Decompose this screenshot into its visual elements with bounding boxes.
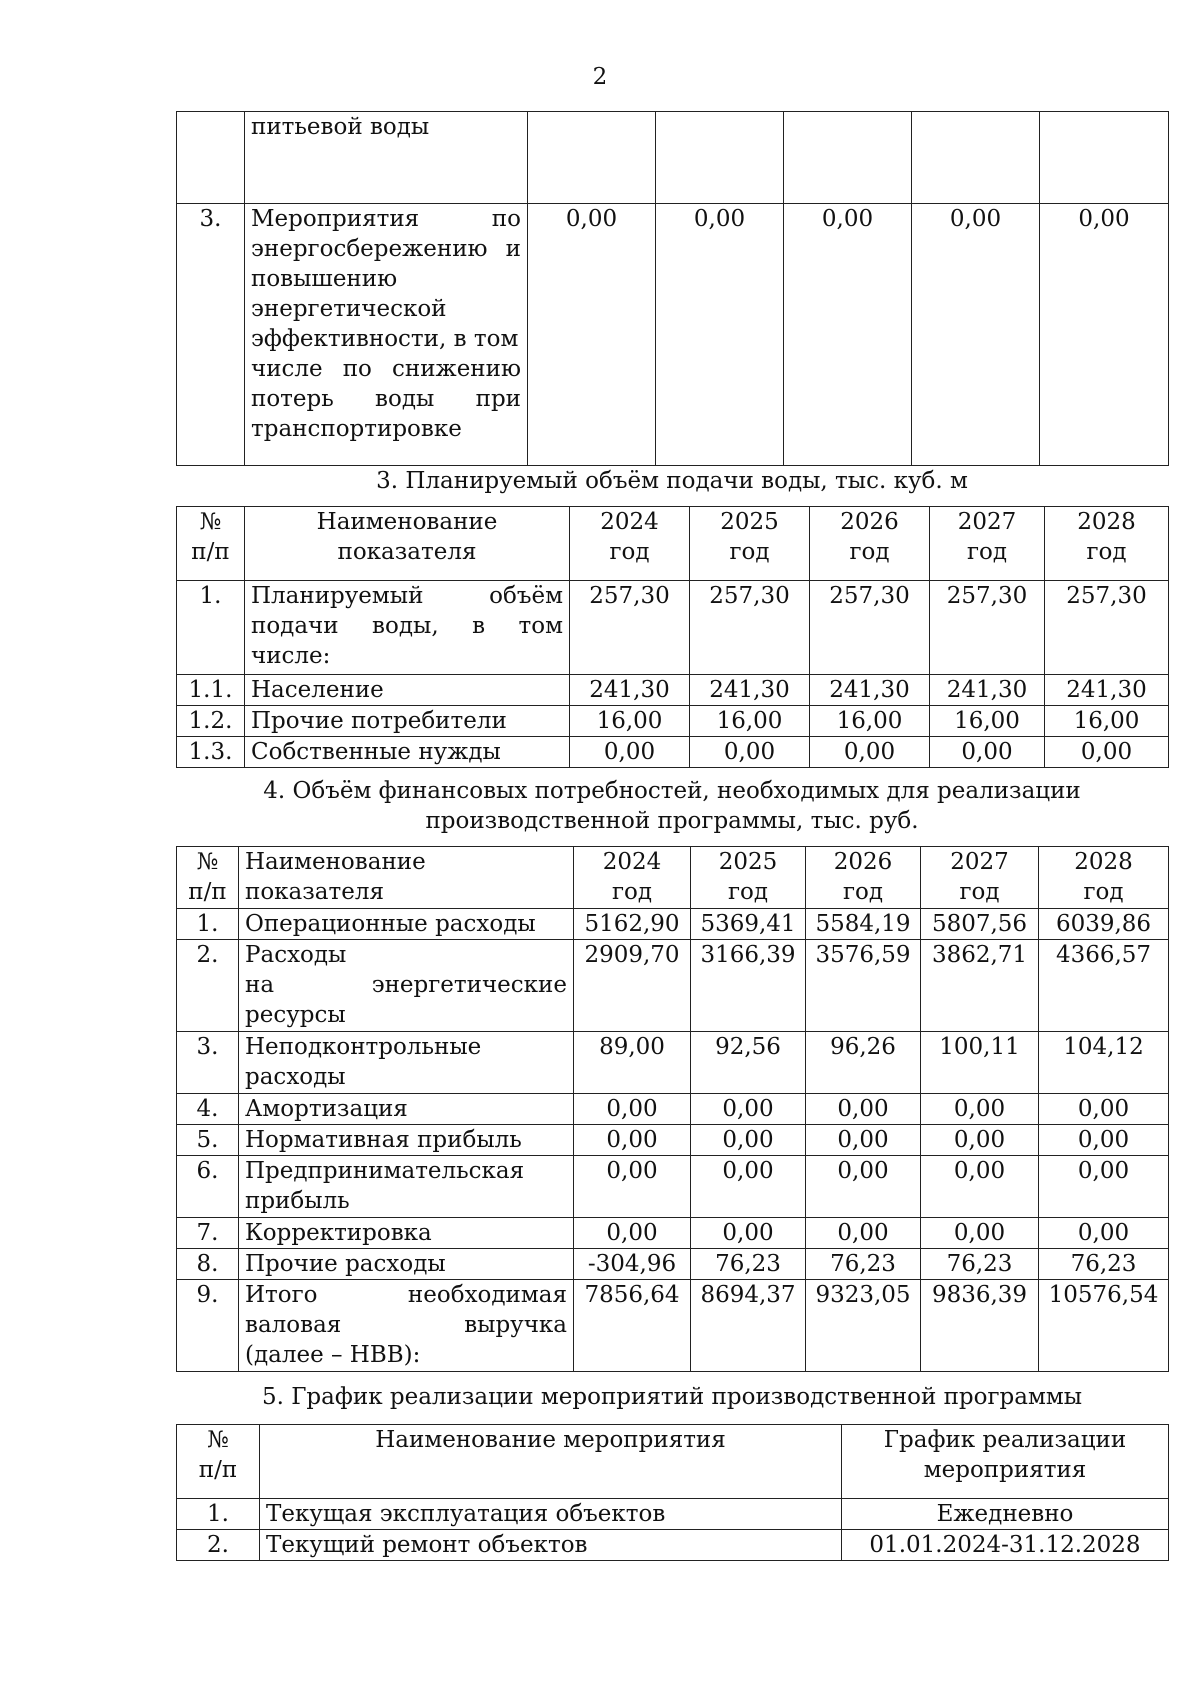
table-header: № п/п Наименование показателя 2024 год 2025 год 2026 год 2027 год 2028 год xyxy=(177,847,1169,909)
value-cell: 0,00 xyxy=(784,204,912,466)
table-row: 3. Неподконтрольные расходы 89,00 92,56 96,26 100,11 104,12 xyxy=(177,1032,1169,1094)
header-year: 2025 год xyxy=(690,507,810,581)
page-number: 2 xyxy=(592,64,608,90)
value-cell: 0,00 xyxy=(912,204,1040,466)
header-year: 2024 год xyxy=(570,507,690,581)
value-cell: 0,00 xyxy=(1040,204,1169,466)
table-row: 8. Прочие расходы -304,96 76,23 76,23 76,23 76,23 xyxy=(177,1249,1169,1280)
row-number xyxy=(177,112,245,204)
table-row: 5. Нормативная прибыль 0,00 0,00 0,00 0,00 0,00 xyxy=(177,1125,1169,1156)
table-row: 9. Итого необходимая валовая выручка (далее – НВВ): 7856,64 8694,37 9323,05 9836,39 10576,54 xyxy=(177,1280,1169,1372)
header-num: № п/п xyxy=(177,507,245,581)
header-year: 2028 год xyxy=(1045,507,1169,581)
row-name: Мероприятия по энергосбережению и повышению энергетической эффективности, в том числе по снижению потерь воды при транспортировке xyxy=(245,204,528,466)
measures-table xyxy=(176,111,1169,466)
header-year: 2027 год xyxy=(930,507,1045,581)
row-number: 3. xyxy=(177,204,245,466)
section-5-title: 5. График реализации мероприятий производственной программы xyxy=(261,1384,1083,1410)
table-row: 1. Планируемый объём подачи воды, в том числе: 257,30 257,30 257,30 257,30 257,30 xyxy=(177,581,1169,675)
section-3-title: 3. Планируемый объём подачи воды, тыс. куб. м xyxy=(376,468,968,494)
table-header: № п/п Наименование мероприятия График реализации мероприятия xyxy=(177,1425,1169,1499)
table-row: 1. Операционные расходы 5162,90 5369,41 5584,19 5807,56 6039,86 xyxy=(177,909,1169,940)
section-4-title: 4. Объём финансовых потребностей, необходимых для реализации производственной программы, тыс. руб. xyxy=(263,778,1081,834)
table-header xyxy=(177,507,1169,581)
table-row: 1.1. Население 241,30 241,30 241,30 241,30 241,30 xyxy=(177,675,1169,706)
table-row: 1. Текущая эксплуатация объектов Ежедневно xyxy=(177,1499,1169,1530)
table-row: 4. Амортизация 0,00 0,00 0,00 0,00 0,00 xyxy=(177,1094,1169,1125)
water-supply-table xyxy=(176,506,1169,768)
table-row xyxy=(177,204,1169,466)
table-row: 2. Расходы на энергетические ресурсы 2909,70 3166,39 3576,59 3862,71 4366,57 xyxy=(177,940,1169,1032)
table-row: 1.2. Прочие потребители 16,00 16,00 16,00 16,00 16,00 xyxy=(177,706,1169,737)
value-cell: 0,00 xyxy=(656,204,784,466)
table-row: 1.3. Собственные нужды 0,00 0,00 0,00 0,00 0,00 xyxy=(177,737,1169,768)
table-row: 2. Текущий ремонт объектов 01.01.2024-31.12.2028 xyxy=(177,1530,1169,1561)
table-row xyxy=(177,112,1169,204)
header-year: 2026 год xyxy=(810,507,930,581)
table-row: 6. Предпринимательская прибыль 0,00 0,00 0,00 0,00 0,00 xyxy=(177,1156,1169,1218)
header-name: Наименование показателя xyxy=(245,507,570,581)
table-row: 7. Корректировка 0,00 0,00 0,00 0,00 0,00 xyxy=(177,1218,1169,1249)
schedule-table xyxy=(176,1424,1169,1561)
financial-needs-table xyxy=(176,846,1169,1372)
value-cell: 0,00 xyxy=(528,204,656,466)
row-name: питьевой воды xyxy=(245,112,528,204)
